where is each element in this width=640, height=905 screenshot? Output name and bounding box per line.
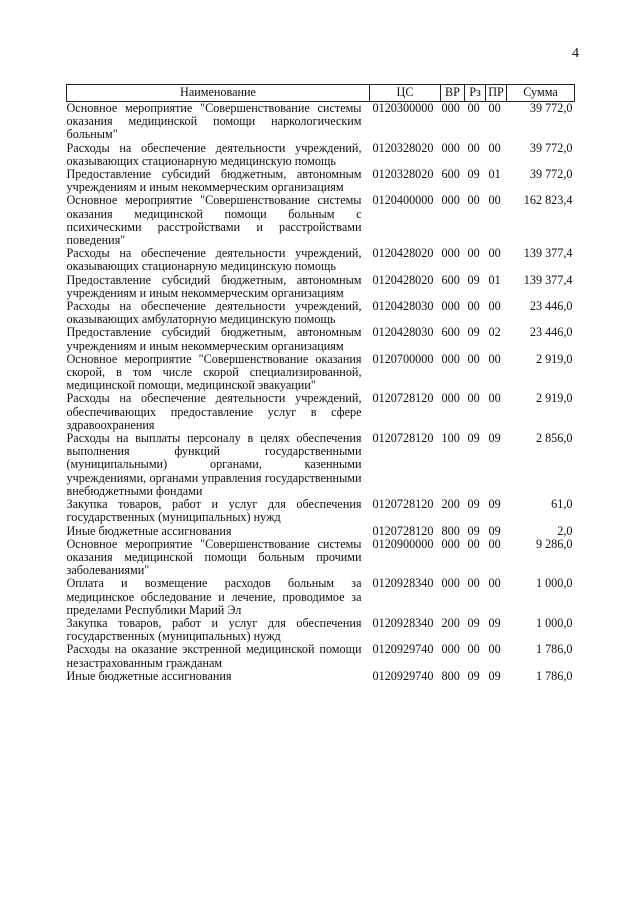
cell-vr: 000 <box>441 101 460 115</box>
cell-pr: 00 <box>488 536 501 551</box>
table-row <box>67 498 575 524</box>
table-row <box>67 274 575 300</box>
table-row <box>67 194 575 247</box>
cell-sum: 1 000,0 <box>535 576 573 591</box>
cell-vr: 600 <box>441 272 460 287</box>
cell-name: Расходы на обеспечение деятельности учреждений, оказывающих амбулаторную медицинскую помощь <box>66 299 362 327</box>
cell-vr: 000 <box>441 576 460 591</box>
cell-cs: 0120428030 <box>372 325 434 340</box>
cell-rz: 00 <box>467 140 480 155</box>
cell-name: Расходы на выплаты персоналу в целях обеспечения выполнения функций государственными (муниципальными) органами, казенными учреждениями, органами управления государственными внебюджетными фондами <box>66 431 362 498</box>
cell-name: Основное мероприятие "Совершенствование системы оказания медицинской помощи больным прочими заболеваниями" <box>66 536 362 578</box>
cell-cs: 0120929740 <box>372 642 434 657</box>
header-rz: Рз <box>465 85 486 102</box>
cell-rz: 00 <box>467 299 480 314</box>
table-row <box>67 353 575 393</box>
cell-vr: 000 <box>441 246 460 261</box>
table-row <box>67 392 575 432</box>
cell-sum: 162 823,4 <box>523 193 573 208</box>
cell-sum: 139 377,4 <box>523 246 573 261</box>
cell-pr: 09 <box>488 497 501 512</box>
table-row <box>67 102 575 142</box>
budget-table <box>66 84 575 683</box>
table-header <box>67 85 575 102</box>
table-row <box>67 643 575 669</box>
cell-vr: 000 <box>441 193 460 208</box>
header-name: Наименование <box>67 85 370 102</box>
table-body <box>67 102 575 683</box>
cell-sum: 2 856,0 <box>535 431 573 446</box>
cell-vr: 800 <box>441 668 460 683</box>
cell-pr: 00 <box>488 351 501 366</box>
cell-cs: 0120428020 <box>372 272 434 287</box>
cell-name: Расходы на обеспечение деятельности учреждений, оказывающих стационарную медицинскую помощь <box>66 140 362 168</box>
cell-vr: 000 <box>441 299 460 314</box>
cell-cs: 0120900000 <box>372 536 434 551</box>
cell-rz: 09 <box>467 167 480 182</box>
cell-sum: 61,0 <box>551 497 573 512</box>
cell-pr: 02 <box>488 325 501 340</box>
table-row <box>67 300 575 326</box>
header-sum: Сумма <box>507 85 575 102</box>
cell-rz: 00 <box>467 576 480 591</box>
cell-sum: 2 919,0 <box>535 391 573 406</box>
cell-rz: 00 <box>467 351 480 366</box>
cell-pr: 01 <box>488 167 501 182</box>
cell-rz: 09 <box>467 272 480 287</box>
cell-cs: 0120928340 <box>372 615 434 630</box>
table-row <box>67 326 575 352</box>
cell-vr: 200 <box>441 615 460 630</box>
cell-sum: 9 286,0 <box>535 536 573 551</box>
cell-name: Основное мероприятие "Совершенствование системы оказания медицинской помощи больным с психическими расстройствами и расстройствами поведения" <box>66 193 362 248</box>
cell-rz: 00 <box>467 536 480 551</box>
cell-vr: 200 <box>441 497 460 512</box>
cell-pr: 01 <box>488 272 501 287</box>
cell-rz: 09 <box>467 325 480 340</box>
cell-sum: 39 772,0 <box>529 167 573 182</box>
table-row <box>67 538 575 578</box>
cell-pr: 00 <box>488 576 501 591</box>
table-row <box>67 432 575 498</box>
cell-cs: 0120400000 <box>372 193 434 208</box>
cell-rz: 09 <box>467 523 480 538</box>
cell-sum: 23 446,0 <box>529 325 573 340</box>
cell-sum: 1 786,0 <box>535 668 573 683</box>
cell-name: Предоставление субсидий бюджетным, автономным учреждениям и иным некоммерческим организациям <box>66 167 362 195</box>
cell-pr: 00 <box>488 193 501 208</box>
cell-cs: 0120328020 <box>372 140 434 155</box>
cell-sum: 2 919,0 <box>535 351 573 366</box>
cell-name: Основное мероприятие "Совершенствование оказания скорой, в том числе скорой специализированной, медицинской помощи, медицинской эвакуации" <box>66 351 362 393</box>
header-vr: ВР <box>441 85 465 102</box>
cell-name: Расходы на обеспечение деятельности учреждений, обеспечивающих предоставление услуг в сфере здравоохранения <box>66 391 362 432</box>
cell-pr: 00 <box>488 101 501 115</box>
cell-name: Закупка товаров, работ и услуг для обеспечения государственных (муниципальных) нужд <box>66 615 362 644</box>
cell-cs: 0120428020 <box>372 246 434 261</box>
cell-pr: 00 <box>488 391 501 406</box>
cell-pr: 00 <box>488 299 501 314</box>
cell-name: Иные бюджетные ассигнования <box>66 523 232 538</box>
cell-vr: 800 <box>441 523 460 538</box>
cell-rz: 00 <box>467 101 480 115</box>
cell-vr: 000 <box>441 642 460 657</box>
cell-cs: 0120428030 <box>372 299 434 314</box>
table-row <box>67 525 575 538</box>
cell-rz: 09 <box>467 668 480 683</box>
table-row <box>67 168 575 194</box>
cell-vr: 000 <box>441 391 460 406</box>
cell-sum: 39 772,0 <box>529 140 573 155</box>
cell-cs: 0120928340 <box>372 576 434 591</box>
cell-rz: 00 <box>467 642 480 657</box>
cell-pr: 09 <box>488 523 501 538</box>
cell-vr: 600 <box>441 167 460 182</box>
cell-rz: 00 <box>467 246 480 261</box>
table-row <box>67 670 575 683</box>
cell-sum: 2,0 <box>557 523 573 538</box>
cell-rz: 00 <box>467 193 480 208</box>
cell-vr: 000 <box>441 536 460 551</box>
cell-pr: 00 <box>488 140 501 155</box>
cell-vr: 600 <box>441 325 460 340</box>
cell-pr: 00 <box>488 642 501 657</box>
cell-sum: 1 786,0 <box>535 642 573 657</box>
header-cs: ЦС <box>370 85 441 102</box>
cell-pr: 09 <box>488 431 501 446</box>
cell-pr: 09 <box>488 668 501 683</box>
cell-rz: 09 <box>467 615 480 630</box>
cell-name: Расходы на обеспечение деятельности учреждений, оказывающих стационарную медицинскую помощь <box>66 246 362 274</box>
table-row <box>67 617 575 643</box>
cell-name: Предоставление субсидий бюджетным, автономным учреждениям и иным некоммерческим организациям <box>66 272 362 300</box>
table-row <box>67 247 575 273</box>
cell-name: Оплата и возмещение расходов больным за медицинское обследование и лечение, проводимое за пределами Республики Марий Эл <box>66 576 362 617</box>
page-number: 4 <box>572 46 579 61</box>
header-pr: ПР <box>486 85 507 102</box>
cell-cs: 0120728120 <box>372 431 434 446</box>
cell-name: Расходы на оказание экстренной медицинской помощи незастрахованным гражданам <box>66 642 362 670</box>
cell-pr: 00 <box>488 246 501 261</box>
cell-vr: 000 <box>441 140 460 155</box>
cell-pr: 09 <box>488 615 501 630</box>
table-row <box>67 577 575 617</box>
cell-rz: 09 <box>467 497 480 512</box>
cell-name: Предоставление субсидий бюджетным, автономным учреждениям и иным некоммерческим организациям <box>66 325 362 353</box>
cell-cs: 0120300000 <box>372 101 434 115</box>
cell-vr: 000 <box>441 351 460 366</box>
cell-rz: 09 <box>467 431 480 446</box>
cell-sum: 139 377,4 <box>523 272 573 287</box>
cell-sum: 1 000,0 <box>535 615 573 630</box>
cell-sum: 23 446,0 <box>529 299 573 314</box>
cell-cs: 0120728120 <box>372 523 434 538</box>
cell-name: Основное мероприятие "Совершенствование системы оказания медицинской помощи наркологическим больным" <box>66 101 362 142</box>
cell-sum: 39 772,0 <box>529 101 573 115</box>
table-row <box>67 142 575 168</box>
cell-name: Закупка товаров, работ и услуг для обеспечения государственных (муниципальных) нужд <box>66 497 362 525</box>
cell-cs: 0120700000 <box>372 351 434 366</box>
cell-cs: 0120728120 <box>372 391 434 406</box>
cell-rz: 00 <box>467 391 480 406</box>
cell-cs: 0120328020 <box>372 167 434 182</box>
cell-name: Иные бюджетные ассигнования <box>66 668 232 683</box>
cell-vr: 100 <box>441 431 460 446</box>
cell-cs: 0120728120 <box>372 497 434 512</box>
cell-cs: 0120929740 <box>372 668 434 683</box>
